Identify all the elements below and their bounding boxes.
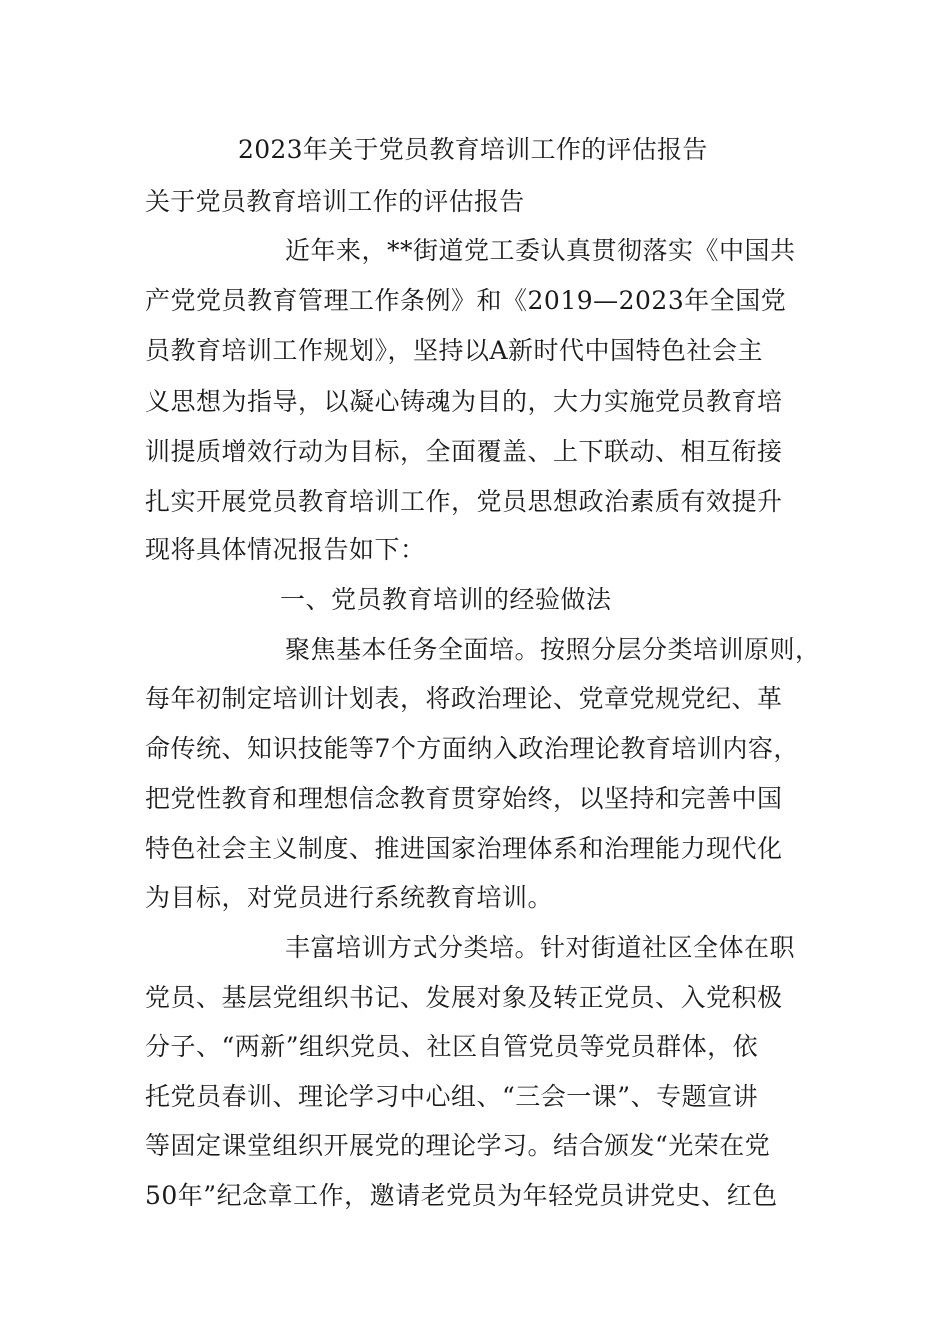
paragraph-line: 分子、“两新”组织党员、社区自管党员等党员群体，依 <box>145 1032 759 1061</box>
paragraph-line: 50年”纪念章工作，邀请老党员为年轻党员讲党史、红色 <box>145 1181 778 1210</box>
paragraph-line: 员教育培训工作规划》，坚持以A新时代中国特色社会主 <box>145 336 764 365</box>
paragraph-line: 命传统、知识技能等7个方面纳入政治理论教育培训内容， <box>145 734 799 763</box>
paragraph-line: 近年来，**街道党工委认真贯彻落实《中国共 <box>285 236 796 265</box>
paragraph-line: 义思想为指导，以凝心铸魂为目的，大力实施党员教育培 <box>145 387 783 416</box>
paragraph-line: 丰富培训方式分类培。针对街道社区全体在职 <box>285 933 796 962</box>
document-subtitle: 关于党员教育培训工作的评估报告 <box>145 187 525 216</box>
paragraph-line: 为目标，对党员进行系统教育培训。 <box>145 883 554 912</box>
paragraph-line: 聚焦基本任务全面培。按照分层分类培训原则， <box>285 635 821 664</box>
paragraph-line: 扎实开展党员教育培训工作，党员思想政治素质有效提升 <box>145 487 783 516</box>
paragraph-line: 每年初制定培训计划表，将政治理论、党章党规党纪、革 <box>145 684 783 713</box>
paragraph-line: 训提质增效行动为目标，全面覆盖、上下联动、相互衔接 <box>145 437 783 466</box>
paragraph-line: 产党党员教育管理工作条例》和《2019—2023年全国党 <box>145 286 787 315</box>
paragraph-line: 等固定课堂组织开展党的理论学习。结合颁发“光荣在党 <box>145 1131 771 1160</box>
paragraph-line: 现将具体情况报告如下： <box>145 535 426 564</box>
section-heading: 一、党员教育培训的经验做法 <box>280 585 612 614</box>
paragraph-line: 党员、基层党组织书记、发展对象及转正党员、入党积极 <box>145 983 783 1012</box>
paragraph-line: 把党性教育和理想信念教育贯穿始终，以坚持和完善中国 <box>145 784 783 813</box>
document-title: 2023年关于党员教育培训工作的评估报告 <box>238 135 708 164</box>
paragraph-line: 特色社会主义制度、推进国家治理体系和治理能力现代化 <box>145 834 783 863</box>
paragraph-line: 托党员春训、理论学习中心组、“三会一课”、专题宣讲 <box>145 1082 759 1111</box>
